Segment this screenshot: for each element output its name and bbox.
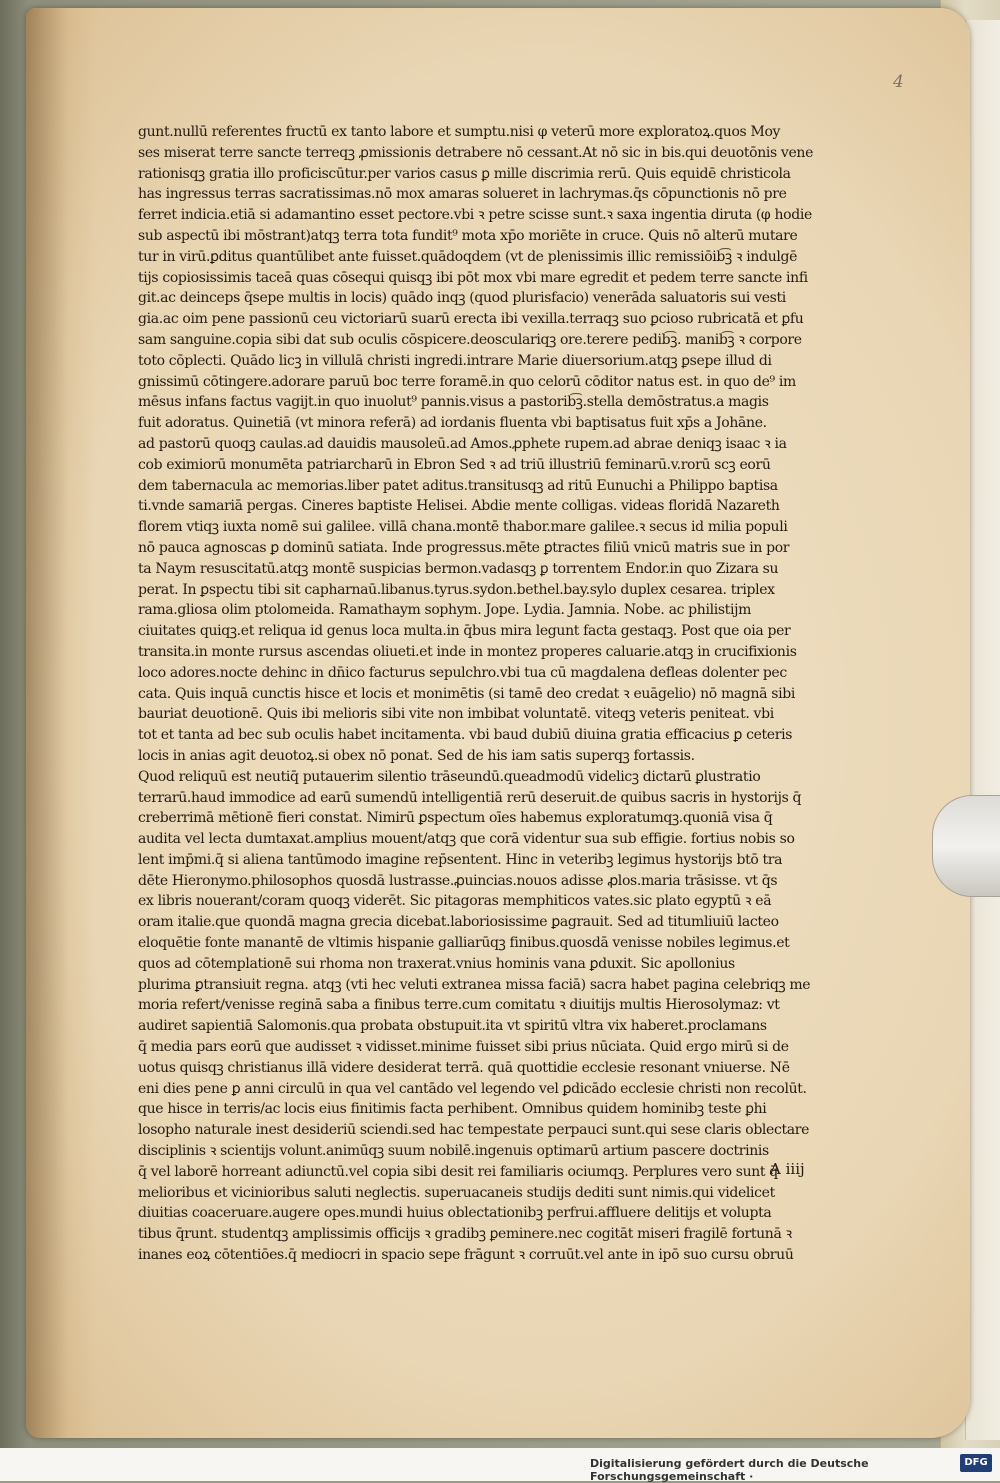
text-line: inanes eoꝝ cōtentiōes.q̄ mediocri in spacio sepe frāgunt ꝛ corruūt.vel ante in ipō suo cursu obruū [138, 1247, 794, 1264]
text-line: que hisce in terris/ac locis eius finitimis facta perhibent. Omnibus quidem hominibꝫ teste ꝑhi [138, 1101, 767, 1118]
text-line: has ingressus terras sacratissimas.nō mox amaras solueret in lachrymas.q̄s cōpunctionis nō pre [138, 186, 787, 203]
text-line: eni dies pene ꝑ anni circulū in qua vel cantādo vel legendo vel ꝑdicādo ecclesie christi non recolūt. [138, 1080, 807, 1097]
text-line: mēsus infans factus vagijt.in quo inuolut⁹ pannis.visus a pastorib͡ꝫ.stella demōstratus.a magis [138, 394, 769, 411]
text-line: uotus quisqꝫ christianus illā videre desiderat terrā. quā quottidie ecclesie resonant vniuerse. Nē [138, 1059, 790, 1076]
text-line: perat. In ꝑspectu tibi sit capharnaū.libanus.tyrus.sydon.bethel.bay.sylo duplex cesarea. triplex [138, 581, 775, 598]
text-line: moria refert/venisse reginā saba a finibus terre.cum comitatu ꝛ diuitijs multis Hierosolymaz: vt [138, 997, 780, 1014]
text-line: dēte Hieronymo.philosophos quosdā lustrasse.ꝓuincias.nouos adisse ꝓlos.maria trāsisse. vt q̄s [138, 872, 778, 889]
text-line: ad pastorū quoqꝫ caulas.ad dauidis mausoleū.ad Amos.ꝓphete rupem.ad abrae deniqꝫ isaac ꝛ ia [138, 435, 787, 452]
text-line: Quod reliquū est neutiq̄ putauerim silentio trāseundū.queadmodū videlicꝫ dictarū ꝑlustratio [138, 768, 761, 785]
text-line: q̄ vel laborē horreant adiunctū.vel copia sibi desit rei familiaris ociumqꝫ. Perplures vero sunt q̄ [138, 1163, 778, 1180]
text-line: losopho naturale inest desideriū sciendi.sed hac tempestate perpauci sunt.qui sese claris oblectare [138, 1122, 810, 1139]
text-line: ex libris nouerant/coram quoqꝫ viderēt. Sic pitagoras memphiticos vates.sic plato egyptū ꝛ eā [138, 893, 772, 910]
folio-number: 4 [893, 72, 904, 92]
text-line: plurima ꝑtransiuit regna. atqꝫ (vti hec veluti extranea missa faciā) sacra habet pagina celebriqꝫ me [138, 976, 811, 993]
text-line: rationisqꝫ gratia illo proficiscūtur.per varios casus ꝑ mille discrimia rerū. Quis equidē christicola [138, 165, 791, 182]
text-line: rama.gliosa olim ptolomeida. Ramathaym sophym. Jope. Lydia. Jamnia. Nobe. ac philistijm [138, 602, 751, 619]
text-line: ferret indicia.etiā si adamantino esset pectore.vbi ꝛ petre scisse sunt.ꝛ saxa ingentia diruta (φ hodie [138, 207, 812, 224]
text-line: nō pauca agnoscas ꝑ dominū satiata. Inde progressus.mēte ꝑtractes filiū vnicū matris sue in por [138, 539, 790, 556]
text-line: florem vtiqꝫ iuxta nomē sui galilee. villā chana.montē thabor.mare galilee.ꝛ secus id milia populi [138, 519, 788, 536]
text-line: tibus q̄runt. studentqꝫ amplissimis officijs ꝛ gradibꝫ ꝑeminere.nec cogitāt miseri fragilē fortunā ꝛ [138, 1226, 792, 1243]
text-line: loco adores.nocte dehinc in dn̄ico facturus sepulchro.vbi tua cū magdalena defleas dolenter pec [138, 664, 787, 681]
text-line: sam sanguine.copia sibi dat sub oculis cōspicere.deosculariqꝫ ore.terere pedib͡ꝫ. manib͡ꝫ ꝛ corpore [138, 331, 802, 348]
text-line: fuit adoratus. Quinetiā (vt minora referā) ad iordanis fluenta vbi baptisatus fuit xp̄s a Johāne. [138, 415, 767, 432]
text-line: quos ad cōtemplationē sui rhoma non traxerat.vnius hominis vana ꝑduxit. Sic apollonius [138, 955, 735, 972]
text-line: gunt.nullū referentes fructū ex tanto labore et sumptu.nisi φ veterū more exploratoꝝ.quos Moy [138, 124, 781, 140]
signature-mark: A iiij [770, 1160, 805, 1178]
text-line: terrarū.haud immodice ad earū sumendū intelligentiā rerū deseruit.de quibus sacris in hystorijs q̄ [138, 789, 802, 806]
text-line: lent imp̄mi.q̄ si aliena tantūmodo imagine rep̄sentent. Hinc in veteribꝫ legimus hystorijs btō tra [138, 851, 783, 868]
text-line: eloquētie fonte manantē de vltimis hispanie galliarūqꝫ finibus.quosdā venisse nobiles legimus.et [138, 935, 790, 952]
text-line: ti.vnde samariā pergas. Cineres baptiste Helisei. Abdie mente colligas. videas floridā Nazareth [138, 498, 780, 515]
text-line: audita vel lecta dumtaxat.amplius mouent/atqꝫ que corā videntur sua sub effigie. fortius nobis so [138, 831, 795, 848]
text-line: oram italie.que quondā magna grecia dicebat.laboriosissime ꝑagrauit. Sed ad titumliuiū lacteo [138, 914, 779, 931]
page-clip [932, 795, 1000, 897]
text-line: ta Naym resuscitatū.atqꝫ montē suspicias bermon.vadasqꝫ ꝑ torrentem Endor.in quo Zizara su [138, 560, 779, 577]
text-line: bauriat deuotionē. Quis ibi melioris sibi vite non imbibat voluntatē. viteqꝫ veteris peniteat. vbi [138, 706, 774, 723]
dfg-logo: DFG [960, 1454, 992, 1472]
text-line: tur in virū.ꝑditus quantūlibet ante fuisset.quādoqdem (vt de plenissimis illic remissiōib͡ꝫ ꝛ indulgē [138, 248, 798, 265]
text-line: transita.in monte rursus ascendas oliueti.et inde in montez properes caluarie.atqꝫ in crucifixionis [138, 643, 797, 660]
text-line: diuitias coaceruare.augere opes.mundi huius oblectationibꝫ perfrui.affluere delitijs et volupta [138, 1205, 772, 1222]
text-line: toto cōplecti. Quādo licꝫ in villulā christi ingredi.intrare Marie diuersorium.atqꝫ ꝑsepe illud di [138, 352, 772, 369]
text-line: gia.ac oim pene passionū ceu victoriarū suarū erecta ibi vexilla.terraqꝫ suo ꝑcioso rubricatā et ꝑfu [138, 311, 804, 328]
text-line: sub aspectū ibi mōstrant)atqꝫ terra tota fundit⁹ mota xp̄o moriēte in cruce. Quis nō alterū mutare [138, 227, 798, 244]
text-line: creberrimā mētionē fieri constat. Nimirū ꝑspectum oīes habemus exploratumqꝫ.quoniā visa q̄ [138, 810, 773, 827]
text-line: ses miserat terre sancte terreqꝫ ꝓmissionis detrabere nō cessant.At nō sic in bis.qui deuotōnis vene [138, 144, 814, 161]
text-line: tijs copiosissimis taceā quas cōsequi quisqꝫ ibi pōt mox vbi mare egredit et pedem terre sancte infi [138, 269, 808, 286]
text-line: cata. Quis inquā cunctis hisce et locis et monimētis (si tamē deo credat ꝛ euāgelio) nō magnā sibi [138, 685, 795, 702]
text-line: locis in anias agit deuotoꝝ.si obex nō ponat. Sed de his iam satis superqꝫ fortassis. [138, 747, 695, 764]
text-line: git.ac deinceps q̄sepe multis in locis) quādo inqꝫ (quod plurisfacio) venerāda saluatoris sui vesti [138, 290, 786, 307]
main-text-block [138, 122, 828, 1266]
text-line: melioribus et vicinioribus saluti neglectis. superuacaneis studijs dediti sunt nimis.qui videlicet [138, 1184, 775, 1201]
footer-credit: Digitalisierung gefördert durch die Deutsche Forschungsgemeinschaft · [590, 1457, 869, 1483]
text-line: ciuitates quiqꝫ.et reliqua id genus loca multa.in q̄bus mira legunt facta gestaqꝫ. Post que oia per [138, 623, 791, 640]
text-line: disciplinis ꝛ scientijs volunt.animūqꝫ suum nobilē.ingenuis optimarū artium pascere doctrinis [138, 1143, 769, 1160]
text-line: q̄ media pars eorū que audisset ꝛ vidisset.minime fuisset sibi prius nūciata. Quid ergo mirū si de [138, 1039, 789, 1056]
text-line: dem tabernacula ac memorias.liber patet aditus.transitusqꝫ ad ritū Eunuchi a Philippo baptisa [138, 477, 778, 494]
text-line: tot et tanta ad bec sub oculis habet incitamenta. vbi baud dubiū diuina gratia efficacius ꝑ ceteris [138, 727, 793, 744]
underlying-page-edge-2 [965, 20, 1000, 1440]
text-line: audiret sapientiā Salomonis.qua probata obstupuit.ita vt spiritū vltra vix haberet.proclamans [138, 1018, 767, 1035]
text-line: gnissimū cōtingere.adorare paruū boc terre foramē.in quo celorū cōditor natus est. in quo de⁹ im [138, 373, 796, 390]
binding-shadow [26, 8, 96, 1438]
text-line: cob eximiorū monumēta patriarcharū in Ebron Sed ꝛ ad triū illustriū feminarū.v.rorū scꝫ eorū [138, 456, 771, 473]
